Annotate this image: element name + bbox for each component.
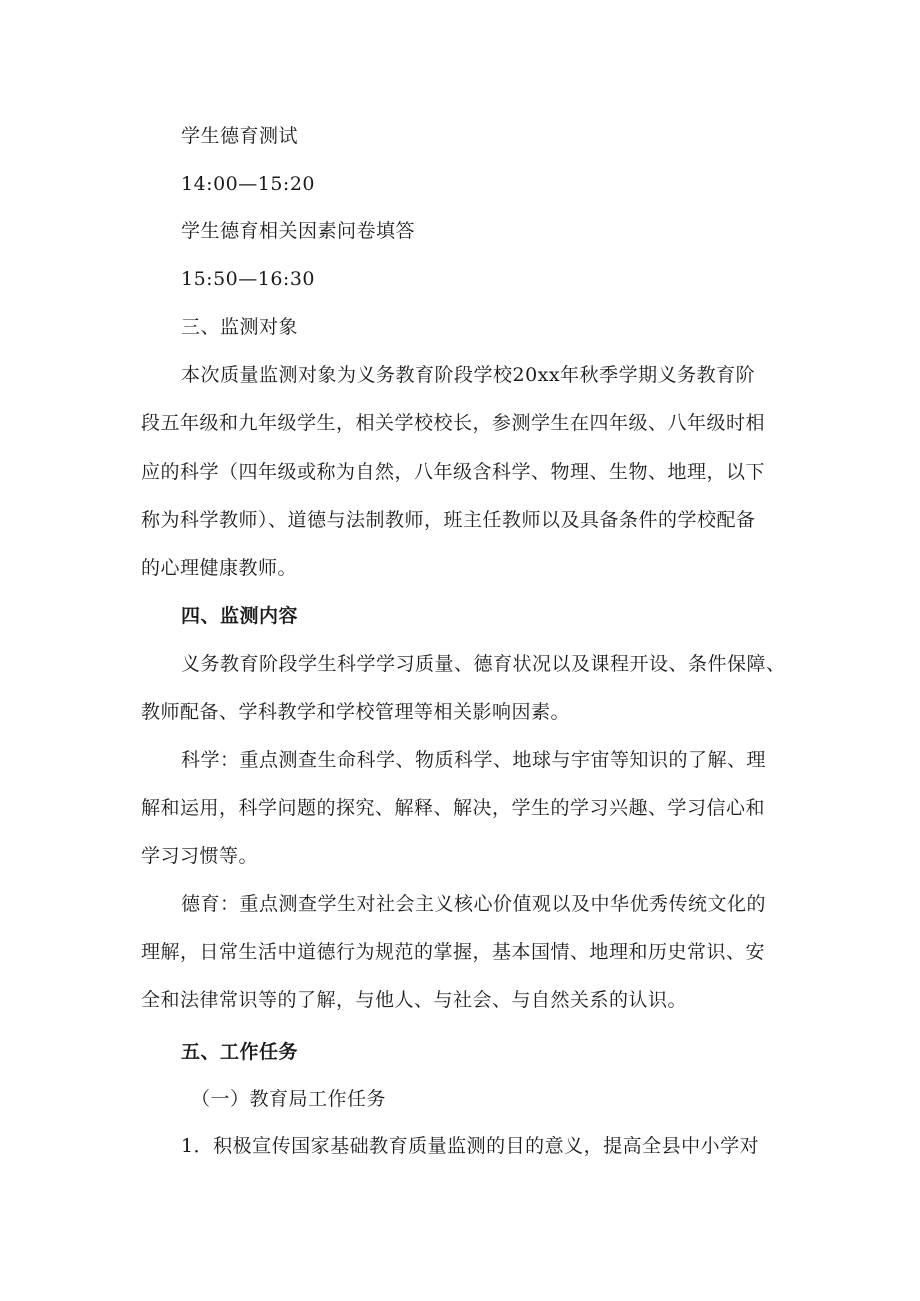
paragraph-line: 义务教育阶段学生科学学习质量、德育状况以及课程开设、条件保障、 <box>181 653 786 675</box>
paragraph-line: 1．积极宣传国家基础教育质量监测的目的意义，提高全县中小学对 <box>181 1135 760 1157</box>
schedule-item-time: 14:00—15:20 <box>181 173 316 195</box>
subsection-heading: （一）教育局工作任务 <box>191 1088 387 1110</box>
paragraph-line: 应的科学（四年级或称为自然，八年级含科学、物理、生物、地理，以下 <box>141 461 766 483</box>
schedule-item-title: 学生德育测试 <box>181 125 299 147</box>
paragraph-line: 全和法律常识等的了解，与他人、与社会、与自然关系的认识。 <box>141 989 688 1011</box>
paragraph-line: 教师配备、学科教学和学校管理等相关影响因素。 <box>141 701 571 723</box>
section-heading: 四、监测内容 <box>181 605 299 627</box>
paragraph-line: 学习习惯等。 <box>141 845 259 867</box>
paragraph-line: 称为科学教师）、道德与法制教师，班主任教师以及具备条件的学校配备 <box>141 509 756 531</box>
paragraph-line: 段五年级和九年级学生，相关学校校长，参测学生在四年级、八年级时相 <box>141 412 766 434</box>
paragraph-line: 理解，日常生活中道德行为规范的掌握，基本国情、地理和历史常识、安 <box>141 941 766 963</box>
paragraph-line: 解和运用，科学问题的探究、解释、解决，学生的学习兴趣、学习信心和 <box>141 797 766 819</box>
schedule-item-time: 15:50—16:30 <box>181 268 316 290</box>
paragraph-line: 德育：重点测查学生对社会主义核心价值观以及中华优秀传统文化的 <box>181 893 767 915</box>
section-heading: 三、监测对象 <box>181 316 299 338</box>
paragraph-line: 科学：重点测查生命科学、物质科学、地球与宇宙等知识的了解、理 <box>181 749 767 771</box>
paragraph-line: 的心理健康教师。 <box>141 557 298 579</box>
paragraph-line: 本次质量监测对象为义务教育阶段学校20xx年秋季学期义务教育阶 <box>181 364 756 386</box>
section-heading: 五、工作任务 <box>181 1041 299 1063</box>
schedule-item-title: 学生德育相关因素问卷填答 <box>181 220 416 242</box>
